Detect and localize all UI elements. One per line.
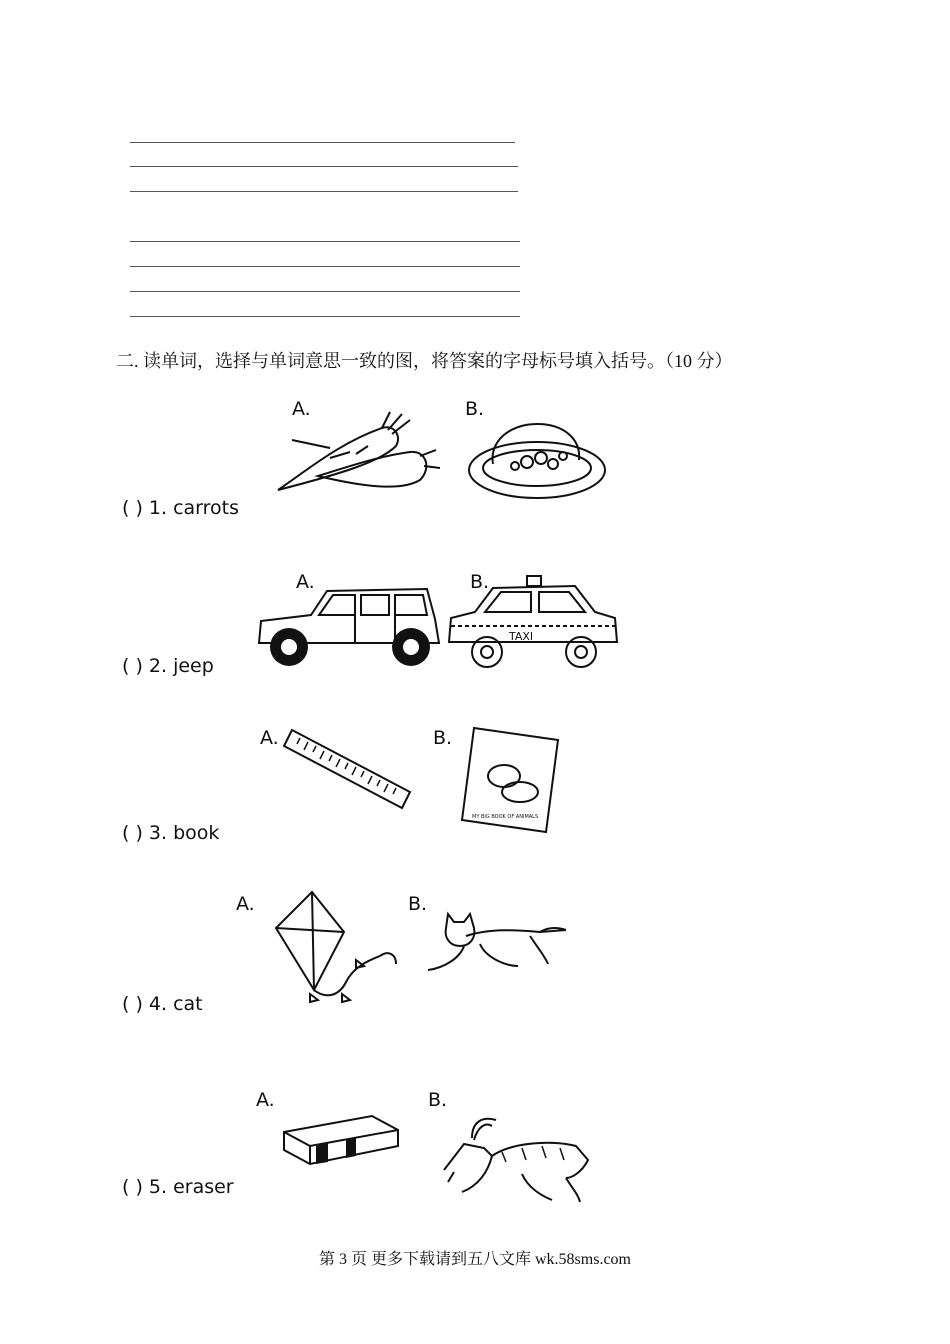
question-label: ( ) 1. carrots bbox=[122, 497, 240, 519]
option-b-label: B. bbox=[428, 1089, 448, 1111]
page-footer: 第 3 页 更多下载请到五八文库 wk.58sms.com bbox=[318, 1251, 631, 1268]
ruler-image bbox=[282, 726, 412, 811]
answer-line bbox=[130, 142, 515, 143]
answer-line bbox=[130, 291, 520, 292]
answer-line bbox=[130, 191, 518, 192]
cat-image bbox=[420, 908, 570, 978]
carrots-image bbox=[270, 408, 445, 498]
question-label: ( ) 4. cat bbox=[122, 993, 203, 1015]
option-a-label: A. bbox=[260, 727, 279, 749]
answer-line bbox=[130, 316, 520, 317]
section-instruction: 二. 读单词，选择与单词意思一致的图，将答案的字母标号填入括号。（10 分） bbox=[116, 351, 733, 371]
answer-line bbox=[130, 166, 518, 167]
option-a-label: A. bbox=[292, 398, 311, 420]
option-a-label: A. bbox=[296, 571, 315, 593]
taxi-image bbox=[445, 572, 620, 672]
option-a-label: A. bbox=[236, 893, 255, 915]
jeep-image bbox=[255, 585, 445, 670]
goat-image bbox=[442, 1112, 592, 1207]
kite-image bbox=[272, 890, 402, 1010]
book-cover-text: MY BIG BOOK OF ANIMALS bbox=[472, 814, 539, 820]
answer-line bbox=[130, 266, 520, 267]
question-label: ( ) 3. book bbox=[122, 822, 220, 844]
answer-line bbox=[130, 241, 520, 242]
question-label: ( ) 5. eraser bbox=[122, 1176, 234, 1198]
option-b-label: B. bbox=[470, 571, 490, 593]
taxi-sign-text: TAXI bbox=[509, 630, 534, 643]
option-b-label: B. bbox=[433, 727, 453, 749]
book-image bbox=[460, 726, 560, 836]
option-a-label: A. bbox=[256, 1089, 275, 1111]
option-b-label: B. bbox=[408, 893, 428, 915]
hat-image bbox=[467, 412, 612, 502]
option-b-label: B. bbox=[465, 398, 485, 420]
eraser-image bbox=[282, 1112, 402, 1172]
question-label: ( ) 2. jeep bbox=[122, 655, 214, 677]
